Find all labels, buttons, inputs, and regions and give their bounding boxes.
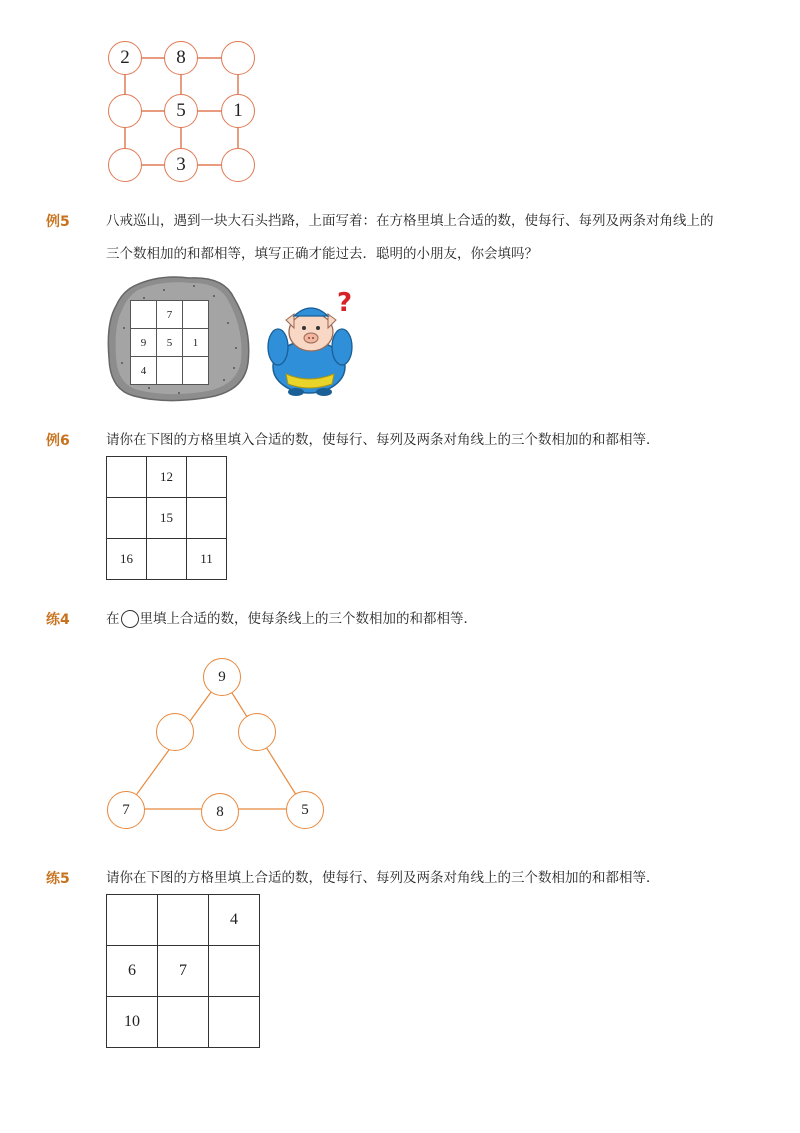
stone-grid xyxy=(130,300,209,385)
example-5-line-1: 八戒巡山，遇到一块大石头挡路，上面写着：在方格里填上合适的数，使每行、每列及两条对角线上 xyxy=(106,213,700,229)
practice-4-text xyxy=(106,609,746,629)
stone-grid-cell xyxy=(183,357,209,385)
example-6-cell: 16 xyxy=(107,539,147,580)
stone-grid-cell: 1 xyxy=(183,329,209,357)
example-5-label: 例5 xyxy=(46,214,70,230)
example-6-cell: 12 xyxy=(147,457,187,498)
circle-symbol-icon xyxy=(121,610,139,628)
top-grid-node xyxy=(221,41,255,75)
practice-5-cell xyxy=(158,895,209,946)
triangle-node-left-mid xyxy=(156,713,194,751)
triangle-node-right-mid xyxy=(238,713,276,751)
example-6-cell xyxy=(107,457,147,498)
top-grid-node xyxy=(221,148,255,182)
example-6-text: 请你在下图的方格里填入合适的数，使每行、每列及两条对角线上的三个数相加的和都相等． xyxy=(106,432,660,448)
example-6-cell: 15 xyxy=(147,498,187,539)
practice-5-cell: 7 xyxy=(158,946,209,997)
stone-grid-cell xyxy=(157,357,183,385)
practice-5-cell: 10 xyxy=(107,997,158,1048)
practice-5-grid xyxy=(106,894,260,1048)
example-6-cell xyxy=(107,498,147,539)
top-grid-node: 1 xyxy=(221,94,255,128)
top-grid-node: 3 xyxy=(164,148,198,182)
stone-grid-cell: 7 xyxy=(157,301,183,329)
practice-5-cell xyxy=(209,946,260,997)
top-grid-node xyxy=(108,94,142,128)
top-grid-node: 2 xyxy=(108,41,142,75)
top-grid-node: 5 xyxy=(164,94,198,128)
question-mark: ? xyxy=(337,288,353,318)
example-6-cell xyxy=(147,539,187,580)
stone-grid-cell xyxy=(131,301,157,329)
stone-grid-cell xyxy=(183,301,209,329)
example-6-cell: 11 xyxy=(187,539,227,580)
example-6-label: 例6 xyxy=(46,433,70,449)
triangle-node-top: 9 xyxy=(203,658,241,696)
example-6-cell xyxy=(187,498,227,539)
triangle-node-bottom-left: 7 xyxy=(107,791,145,829)
stone-grid-cell: 9 xyxy=(131,329,157,357)
top-grid-node xyxy=(108,148,142,182)
practice-5-cell xyxy=(107,895,158,946)
example-6-grid xyxy=(106,456,227,580)
example-6-cell xyxy=(187,457,227,498)
triangle-node-bottom-mid: 8 xyxy=(201,793,239,831)
top-circle-grid xyxy=(100,35,265,190)
example-5-text xyxy=(106,211,746,231)
stone-grid-cell: 5 xyxy=(157,329,183,357)
practice-5-cell xyxy=(158,997,209,1048)
example-5-line-1-end: 的 xyxy=(700,213,714,229)
pigsy-cartoon xyxy=(264,288,364,397)
practice-4-label: 练4 xyxy=(46,612,70,628)
practice-5-cell xyxy=(209,997,260,1048)
practice-5-text: 请你在下图的方格里填上合适的数，使每行、每列及两条对角线上的三个数相加的和都相等． xyxy=(106,870,660,886)
practice-5-label: 练5 xyxy=(46,871,70,887)
triangle-diagram xyxy=(100,650,330,840)
stone-grid-cell: 4 xyxy=(131,357,157,385)
stone-illustration xyxy=(104,268,254,404)
example-5-line-2: 三个数相加的和都相等，填写正确才能过去．聪明的小朋友，你会填吗？ xyxy=(106,246,538,262)
triangle-node-bottom-right: 5 xyxy=(286,791,324,829)
practice-4-text-before: 在 xyxy=(106,611,120,627)
practice-5-cell: 4 xyxy=(209,895,260,946)
practice-5-cell: 6 xyxy=(107,946,158,997)
practice-4-text-after: 里填上合适的数，使每条线上的三个数相加的和都相等． xyxy=(139,611,477,627)
top-grid-node: 8 xyxy=(164,41,198,75)
